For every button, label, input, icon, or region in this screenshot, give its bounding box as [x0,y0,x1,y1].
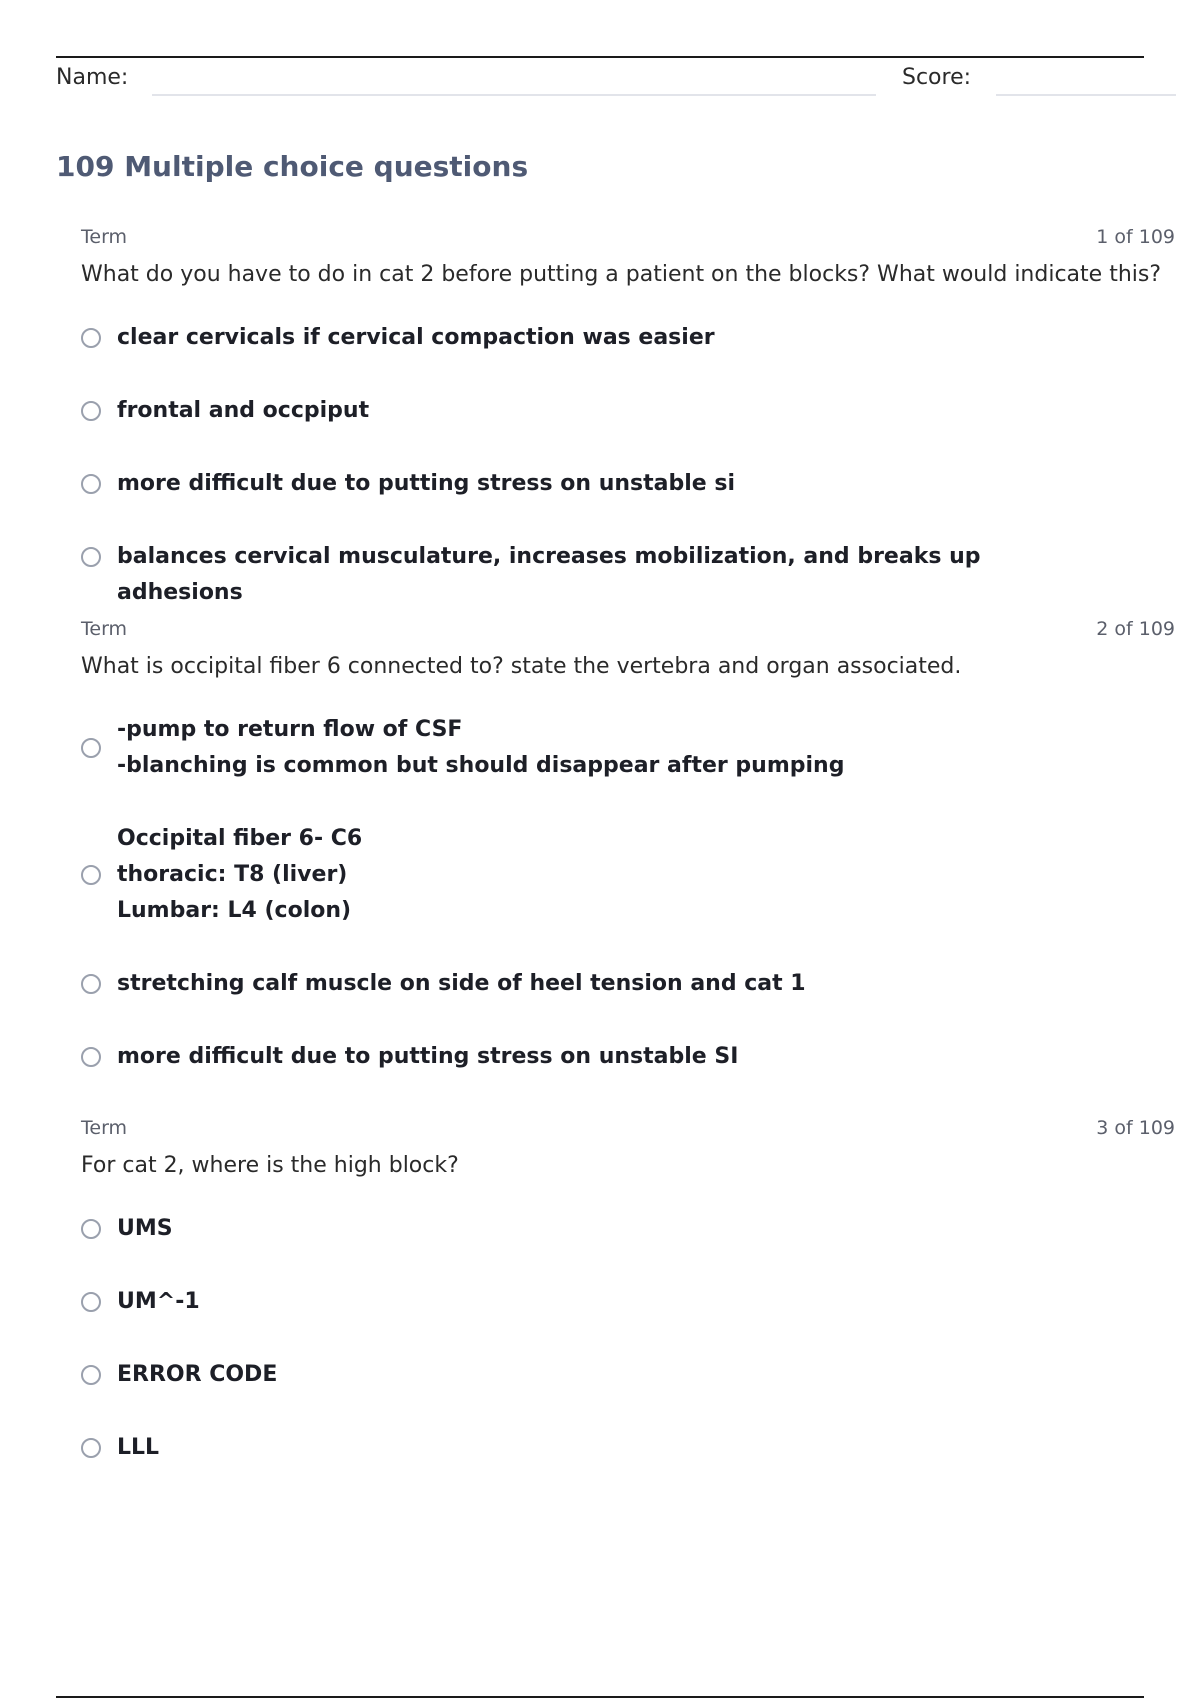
answer-option-text: LLL [117,1435,160,1460]
score-label: Score: [902,65,972,90]
question-text: What do you have to do in cat 2 before putting a patient on the blocks? What would indicate this? [81,262,1162,287]
answer-option-text: UMS [117,1216,173,1241]
radio-button[interactable] [81,738,101,758]
answer-option-text: stretching calf muscle on side of heel tension and cat 1 [117,971,806,996]
radio-button[interactable] [81,1438,101,1458]
name-label: Name: [56,65,129,90]
question-counter: 1 of 109 [1096,226,1175,248]
radio-button[interactable] [81,1292,101,1312]
question-type-label: Term [81,618,128,640]
question-counter: 3 of 109 [1096,1117,1175,1139]
radio-button[interactable] [81,328,101,348]
radio-button[interactable] [81,1047,101,1067]
answer-option-text: Occipital fiber 6- C6 thoracic: T8 (liver) Lumbar: L4 (colon) [117,826,363,923]
radio-button[interactable] [81,974,101,994]
question-type-label: Term [81,1117,128,1139]
answer-option-text: more difficult due to putting stress on unstable si [117,471,735,496]
question-counter: 2 of 109 [1096,618,1175,640]
section-title: 109 Multiple choice questions [56,150,529,183]
answer-option-text: balances cervical musculature, increases mobilization, and breaks up adhesions [117,544,981,605]
top-rule [56,56,1144,58]
radio-button[interactable] [81,865,101,885]
question-text: What is occipital fiber 6 connected to? state the vertebra and organ associated. [81,654,962,679]
radio-button[interactable] [81,1365,101,1385]
radio-button[interactable] [81,474,101,494]
question-1 [81,226,1175,605]
question-header [81,1117,1175,1149]
bottom-rule [56,1696,1144,1698]
answer-option-text: frontal and occpiput [117,398,370,423]
radio-button[interactable] [81,547,101,567]
answer-option-text: more difficult due to putting stress on unstable SI [117,1044,739,1069]
answer-option-text: ERROR CODE [117,1362,278,1387]
radio-button[interactable] [81,1219,101,1239]
score-field[interactable] [996,94,1176,96]
question-header [81,226,1175,258]
radio-button[interactable] [81,401,101,421]
answer-option-text: UM^-1 [117,1289,200,1314]
answer-option-text: clear cervicals if cervical compaction was easier [117,325,715,350]
question-2 [81,618,1175,1069]
question-text: For cat 2, where is the high block? [81,1153,459,1178]
question-header [81,618,1175,650]
question-type-label: Term [81,226,128,248]
question-3 [81,1117,1175,1460]
answer-option-text: -pump to return flow of CSF -blanching is common but should disappear after pumping [117,717,845,778]
name-field[interactable] [152,94,876,96]
